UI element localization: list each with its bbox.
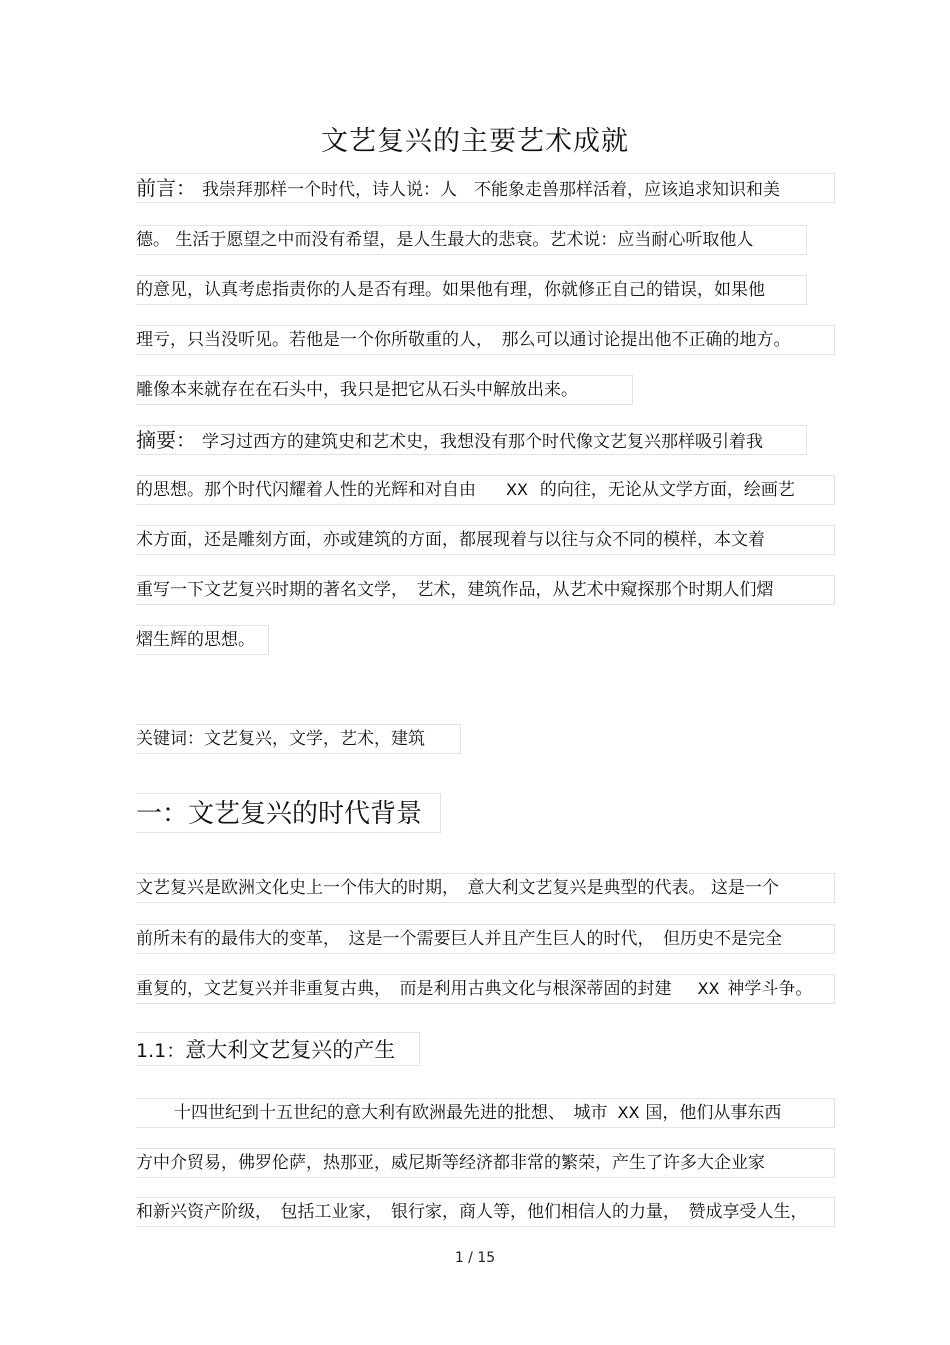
abstract-text: 的向往，无论从文学方面，绘画艺 (539, 480, 795, 500)
section1-line-1 (136, 873, 835, 903)
section1-1-line-2 (136, 1148, 835, 1178)
redacted-placeholder: XX (697, 979, 720, 998)
section1-1-text: 国，他们从事东西 (645, 1103, 782, 1123)
abstract-line-1 (136, 425, 807, 455)
document-title: 文艺复兴的主要艺术成就 (321, 126, 629, 157)
preface-line-2 (136, 225, 807, 255)
preface-text: 的意见，认真考虑指责你的人是否有理。如果他有理，你就修正自己的错误，如果他 (136, 280, 765, 300)
section1-1-text: 方中介贸易，佛罗伦萨，热那亚，威尼斯等经济都非常的繁荣，产生了许多大企业家 (136, 1153, 765, 1173)
section-heading-1: 一：文艺复兴的时代背景 (136, 793, 441, 833)
section1-1-text: 十四世纪到十五世纪的意大利有欧洲最先进的批想、 城市 (174, 1103, 608, 1123)
abstract-text: 的思想。那个时代闪耀着人性的光辉和对自由 (136, 480, 476, 500)
section1-1-line-1 (136, 1098, 835, 1128)
section-number: 1.1： (136, 1040, 186, 1062)
preface-text: 我崇拜那样一个时代，诗人说：人 不能象走兽那样活着，应该追求知识和美 (202, 180, 780, 200)
preface-line-4 (136, 325, 835, 355)
page-number: 1 / 15 (454, 1250, 496, 1266)
redacted-placeholder: XX (506, 480, 528, 499)
keywords (136, 724, 461, 754)
preface-text: 雕像本来就存在在石头中，我只是把它从石头中解放出来。 (136, 380, 578, 400)
section1-text: 神学斗争。 (727, 979, 813, 999)
abstract-text: 术方面，还是雕刻方面，亦或建筑的方面，都展现着与以往与众不同的模样，本文着 (136, 530, 765, 550)
section1-1-text: 和新兴资产阶级， 包括工业家， 银行家，商人等，他们相信人的力量， 赞成享受人生， (136, 1202, 808, 1222)
redacted-placeholder: XX (617, 1103, 640, 1122)
section-heading-1-1 (136, 1032, 420, 1066)
preface-text: 理亏，只当没听见。若他是一个你所敬重的人， 那么可以通讨论提出他不正确的地方。 (136, 330, 791, 350)
abstract-line-2 (136, 475, 835, 505)
abstract-line-5 (136, 625, 269, 655)
abstract-label: 摘要： (136, 428, 196, 452)
preface-label: 前言： (136, 176, 196, 200)
section1-line-3 (136, 974, 835, 1004)
section1-text: 文艺复兴是欧洲文化史上一个伟大的时期， 意大利文艺复兴是典型的代表。 这是一个 (136, 878, 779, 898)
abstract-text: 学习过西方的建筑史和艺术史，我想没有那个时代像文艺复兴那样吸引着我 (202, 432, 763, 452)
section1-1-line-3 (136, 1197, 835, 1227)
abstract-text: 重写一下文艺复兴时期的著名文学， 艺术，建筑作品，从艺术中窥探那个时期人们熠 (136, 580, 774, 600)
abstract-line-3 (136, 525, 835, 555)
preface-line-1 (136, 173, 835, 203)
abstract-line-4 (136, 575, 835, 605)
keywords-text: 关键词：文艺复兴，文学，艺术，建筑 (136, 729, 425, 749)
preface-text: 德。 生活于愿望之中而没有希望，是人生最大的悲衰。艺术说：应当耐心听取他人 (136, 230, 754, 250)
abstract-text: 熠生辉的思想。 (136, 630, 255, 650)
section-title: 意大利文艺复兴的产生 (185, 1038, 396, 1062)
section1-line-2 (136, 924, 835, 954)
preface-line-5 (136, 375, 633, 405)
section1-text: 重复的，文艺复兴并非重复古典， 而是利用古典文化与根深蒂固的封建 (136, 979, 672, 999)
preface-line-3 (136, 275, 807, 305)
section1-text: 前所未有的最伟大的变革， 这是一个需要巨人并且产生巨人的时代， 但历史不是完全 (136, 929, 782, 949)
